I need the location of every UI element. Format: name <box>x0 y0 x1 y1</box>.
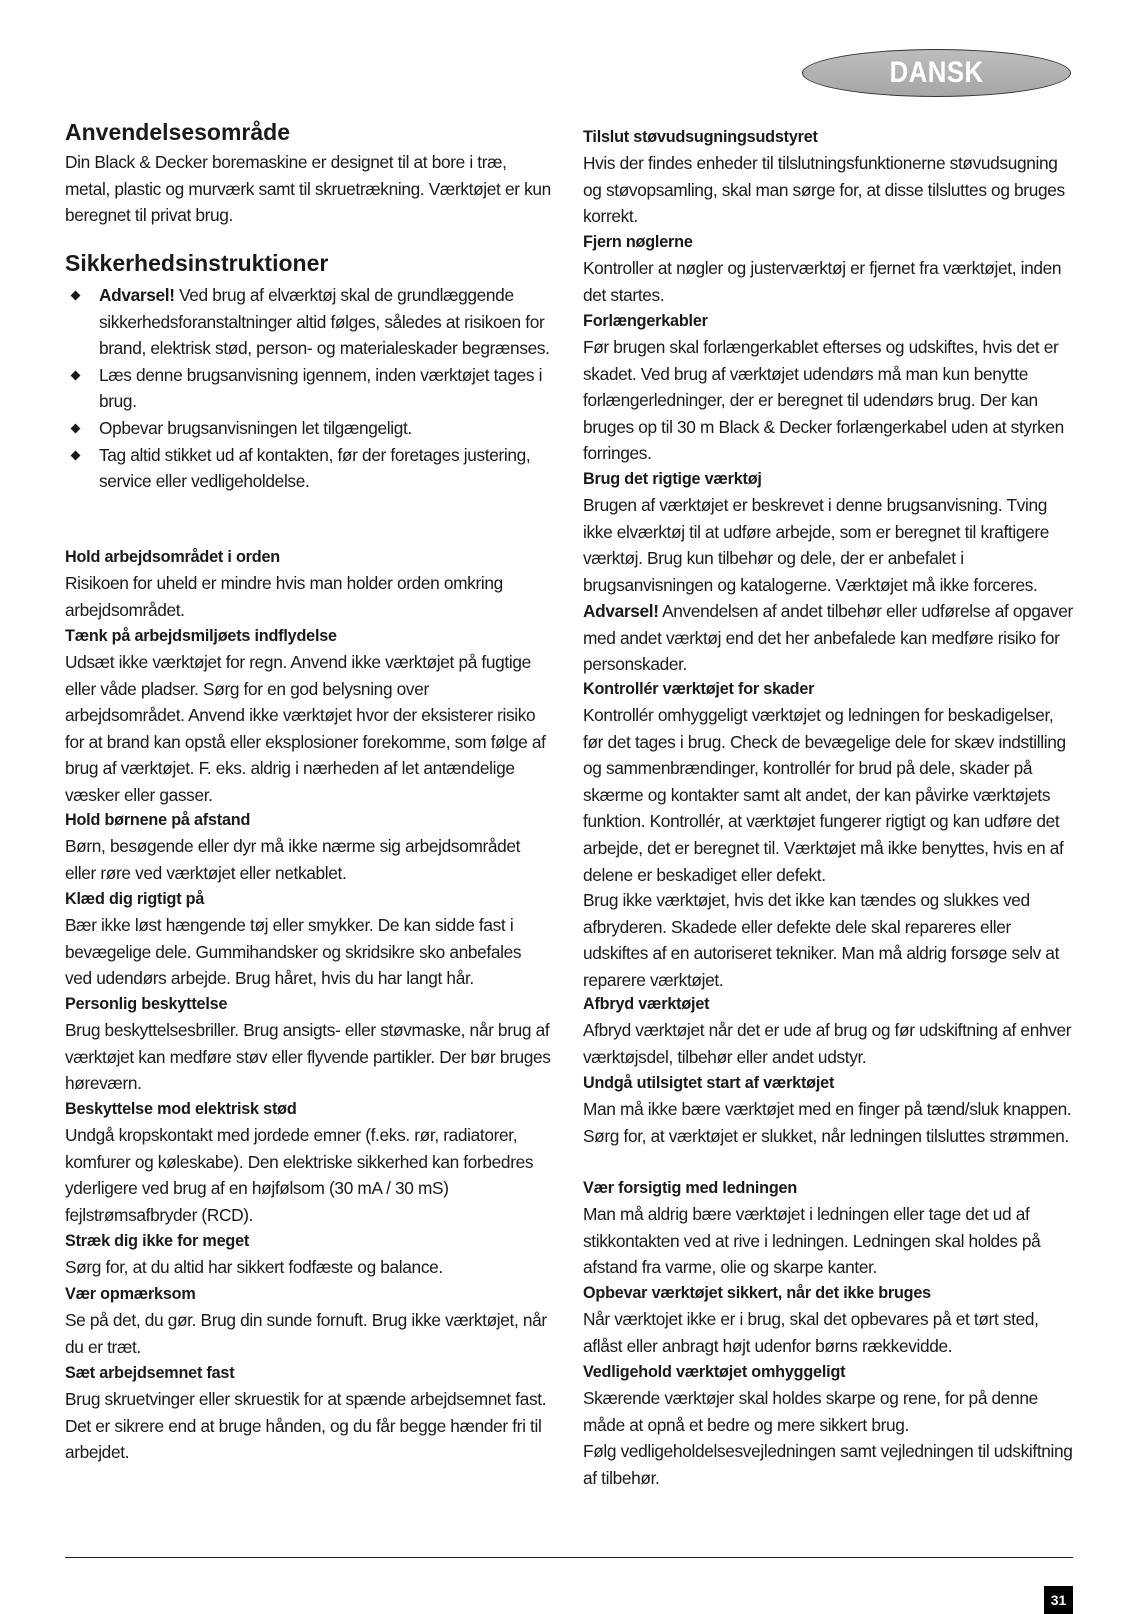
section-text: Udsæt ikke værktøjet for regn. Anvend ikke værktøjet på fugtige eller våde pladser. Sørg for en god belysning over arbejdsområdet. Anvend ikke værktøjet hvor der eksisterer risiko for at brand kan opstå eller eksplosioner forekomme, som følge af brug af værktøjet. F. eks. aldrig i nærheden af let antændelige væsker eller gasser. <box>65 652 546 805</box>
page-number: 31 <box>1044 1586 1073 1614</box>
section-heading: Klæd dig rigtigt på <box>65 890 205 908</box>
bullet-text: Ved brug af elværktøj skal de grundlæggende sikkerhedsforanstaltninger altid følges, således at risikoen for brand, elektrisk stød, person- og materialeskader begrænses. <box>99 285 550 359</box>
section-heading: Vær forsigtig med ledningen <box>583 1179 798 1197</box>
diamond-bullet-icon <box>71 424 81 434</box>
section-heading: Undgå utilsigtet start af værktøjet <box>583 1074 835 1092</box>
section-heading: Tænk på arbejdsmiljøets indflydelse <box>65 627 337 645</box>
bullet-text: Læs denne brugsanvisning igennem, inden værktøjet tages i brug. <box>99 364 543 412</box>
warning-paragraph <box>583 598 1073 678</box>
section-heading: Afbryd værktøjet <box>583 995 710 1013</box>
section-text: Afbryd værktøjet når det er ude af brug og før udskiftning af enhver værktøjsdel, tilbehør eller andet udstyr. <box>583 1020 1072 1067</box>
section-heading: Brug det rigtige værktøj <box>583 470 762 488</box>
warning-label: Advarsel! <box>99 285 175 305</box>
bullet-item <box>65 415 552 442</box>
heading-usage: Anvendelsesområde <box>65 119 290 145</box>
section-heading: Fjern nøglerne <box>583 233 693 251</box>
usage-text: Din Black & Decker boremaskine er designet til at bore i træ, metal, plastic og murværk samt til skruetrækning. Værktøjet er kun beregnet til privat brug. <box>65 152 551 226</box>
section-text: Bær ikke løst hængende tøj eller smykker. De kan sidde fast i bevægelige dele. Gummihandsker og skridsikre sko anbefales ved udendørs arbejde. Brug håret, hvis du har langt hår. <box>65 915 522 989</box>
section-text: Man må ikke bære værktøjet med en finger på tænd/sluk knappen. Sørg for, at værktøjet er slukket, når ledningen tilsluttes strømmen. <box>583 1099 1072 1146</box>
section-heading: Kontrollér værktøjet for skader <box>583 680 815 698</box>
section-text: Brug skruetvinger eller skruestik for at spænde arbejdsemnet fast. Det er sikrere end at bruge hånden, og du får begge hænder fri til arbejdet. <box>65 1389 547 1463</box>
section-text: Børn, besøgende eller dyr må ikke nærme sig arbejdsområdet eller røre ved værktøjet eller netkablet. <box>65 836 521 883</box>
section-text: Man må aldrig bære værktøjet i ledningen eller tage det ud af stikkontakten ved at rive i ledningen. Ledningen skal holdes på afstand fra varme, olie og skarpe kanter. <box>583 1204 1041 1278</box>
section-text: Før brugen skal forlængerkablet efterses og udskiftes, hvis det er skadet. Ved brug af værktøjet udendørs må man kun benytte forlængerledninger, der er beregnet til udendørs brug. Der kan bruges op til 30 m Black & Decker forlængerkabel uden at styrken forringes. <box>583 337 1064 464</box>
section-text: Se på det, du gør. Brug din sunde fornuft. Brug ikke værktøjet, når du er træt. <box>65 1310 547 1357</box>
diamond-bullet-icon <box>71 291 81 301</box>
section-heading: Sæt arbejdsemnet fast <box>65 1364 235 1382</box>
section-heading: Personlig beskyttelse <box>65 995 228 1013</box>
diamond-bullet-icon <box>71 370 81 380</box>
section-heading: Hold arbejdsområdet i orden <box>65 548 280 566</box>
warning-text: Anvendelsen af andet tilbehør eller udførelse af opgaver med andet værktøj end det her anbefalede kan medføre risiko for personskader. <box>583 601 1073 675</box>
footer-rule <box>65 1557 1073 1558</box>
section-heading: Tilslut støvudsugningsudstyret <box>583 128 818 146</box>
section-heading: Opbevar værktøjet sikkert, når det ikke bruges <box>583 1284 931 1302</box>
language-label: DANSK <box>889 56 984 89</box>
safety-bullets <box>65 282 552 495</box>
section-text: Når værktojet ikke er i brug, skal det opbevares på et tørt sted, aflåst eller anbragt højt udenfor børns rækkevidde. <box>583 1309 1039 1356</box>
language-badge <box>802 49 1071 97</box>
section-heading: Vær opmærksom <box>65 1285 196 1303</box>
section-heading: Beskyttelse mod elektrisk stød <box>65 1100 297 1118</box>
bullet-item <box>65 362 552 415</box>
bullet-text: Opbevar brugsanvisningen let tilgængeligt. <box>99 417 412 438</box>
section-text: Brugen af værktøjet er beskrevet i denne brugsanvisning. Tving ikke elværktøj til at udføre arbejde, som er beregnet til kraftigere værktøj. Brug kun tilbehør og dele, der er anbefalet i brugsanvisningen og katalogerne. Værktøjet må ikke forceres. <box>583 495 1050 595</box>
section-text: Undgå kropskontakt med jordede emner (f.eks. rør, radiatorer, komfurer og køleskabe). Den elektriske sikkerhed kan forbedres yderligere ved brug af en højfølsom (30 mA / 30 mS) fejlstrømsafbryder (RCD). <box>65 1125 534 1225</box>
bullet-text: Tag altid stikket ud af kontakten, før der foretages justering, service eller vedligeholdelse. <box>99 444 531 492</box>
section-heading: Stræk dig ikke for meget <box>65 1232 250 1250</box>
section-heading: Vedligehold værktøjet omhyggeligt <box>583 1363 846 1381</box>
section-text: Følg vedligeholdelsesvejledningen samt vejledningen til udskiftning af tilbehør. <box>583 1441 1073 1488</box>
diamond-bullet-icon <box>71 450 81 460</box>
section-text: Skærende værktøjer skal holdes skarpe og rene, for på denne måde at opnå et bedre og mere sikkert brug. <box>583 1388 1038 1435</box>
section-text: Risikoen for uheld er mindre hvis man holder orden omkring arbejdsområdet. <box>65 573 503 620</box>
bullet-item <box>65 442 552 495</box>
section-text: Sørg for, at du altid har sikkert fodfæste og balance. <box>65 1257 443 1277</box>
section-text: Brug ikke værktøjet, hvis det ikke kan tændes og slukkes ved afbryderen. Skadede eller defekte dele skal repareres eller udskiftes af en autoriseret tekniker. Man må aldrig forsøge selv at reparere værktøjet. <box>583 890 1060 990</box>
heading-safety: Sikkerhedsinstruktioner <box>65 250 329 276</box>
bullet-item <box>65 282 552 362</box>
section-text: Brug beskyttelsesbriller. Brug ansigts- eller støvmaske, når brug af værktøjet kan medføre støv eller flyvende partikler. Der bør bruges høreværn. <box>65 1020 551 1094</box>
section-text: Kontroller at nøgler og justerværktøj er fjernet fra værktøjet, inden det startes. <box>583 258 1062 305</box>
section-heading: Hold børnene på afstand <box>65 811 251 829</box>
section-heading: Forlængerkabler <box>583 312 708 330</box>
warning-label: Advarsel! <box>583 601 659 621</box>
section-text: Kontrollér omhyggeligt værktøjet og ledningen for beskadigelser, før det tages i brug. Check de bevægelige dele for skæv indstilling og sammenbrændinger, kontrollér for brud på dele, skader på skærme og kontakter samt alt andet, der kan påvirke værktøjets funktion. Kontrollér, at værktøjet fungerer rigtigt og kan udføre det arbejde, det er beregnet til. Værktøjet må ikke benyttes, hvis en af delene er beskadiget eller defekt. <box>583 705 1066 885</box>
section-text: Hvis der findes enheder til tilslutningsfunktionerne støvudsugning og støvopsamling, skal man sørge for, at disse tilsluttes og bruges korrekt. <box>583 153 1065 227</box>
